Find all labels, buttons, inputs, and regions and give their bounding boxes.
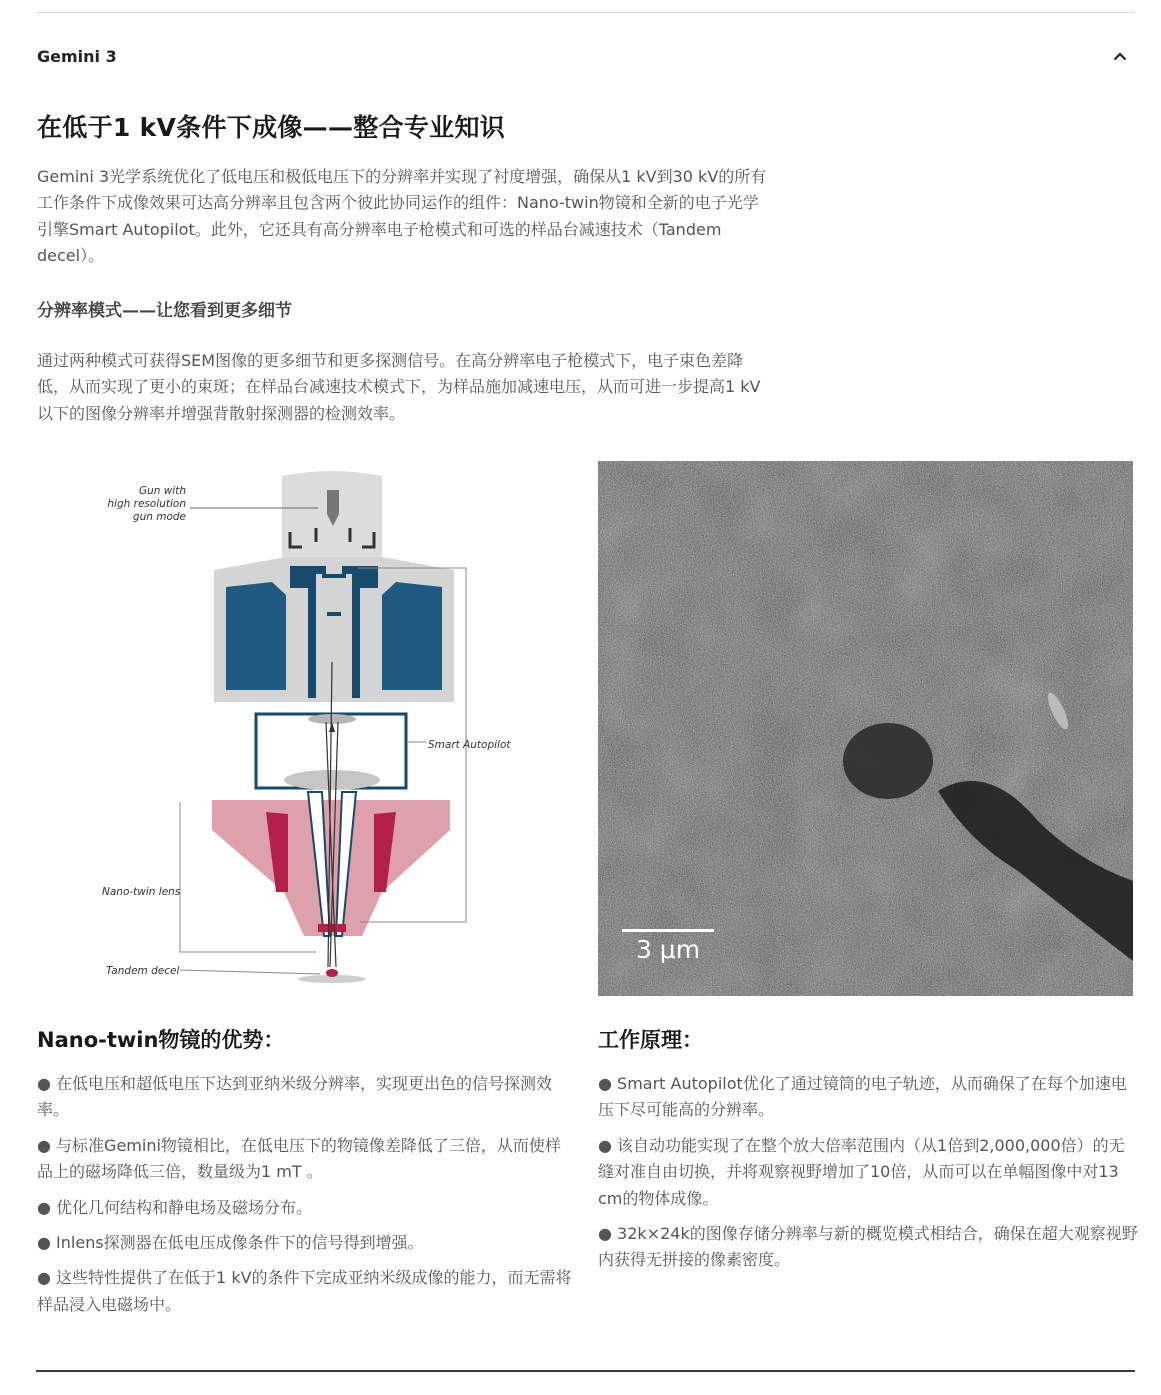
coil-right bbox=[382, 582, 442, 690]
principle-list bbox=[598, 1071, 1138, 1283]
list-item: ● Inlens探测器在低电压成像条件下的信号得到增强。 bbox=[37, 1233, 424, 1253]
coil-left bbox=[226, 582, 286, 690]
scale-label: 3 μm bbox=[635, 935, 701, 964]
top-divider bbox=[36, 12, 1135, 13]
list-item: ● 优化几何结构和静电场及磁场分布。 bbox=[37, 1197, 313, 1217]
objective-lens bbox=[212, 800, 450, 936]
list-item: ● 该自动功能实现了在整个放大倍率范围内（从1倍到2,000,000倍）的无缝对准自由切换，并将观察视野增加了10倍，从而可以在单幅图像中对13 cm的物体成像。 bbox=[598, 1135, 1125, 1208]
accordion-title: Gemini 3 bbox=[37, 46, 117, 66]
label-tandem-decel: Tandem decel bbox=[106, 965, 180, 977]
section-heading: 在低于1 kV条件下成像——整合专业知识 bbox=[37, 113, 506, 142]
label-gun-line1: Gun with bbox=[138, 485, 186, 497]
gemini-column-diagram bbox=[90, 462, 530, 992]
scale-bar bbox=[622, 929, 714, 932]
label-smart-autopilot: Smart Autopilot bbox=[428, 739, 511, 751]
bottom-divider bbox=[36, 1370, 1135, 1372]
label-gun-line3: gun mode bbox=[132, 511, 186, 523]
mode-paragraph: 通过两种模式可获得SEM图像的更多细节和更多探测信号。在高分辨率电子枪模式下，电子束色差降低，从而实现了更小的束斑；在样品台减速技术模式下，为样品施加减速电压，从而可进一步提高1 kV以下的图像分辨率并增强背散射探测器的检测效率。 bbox=[37, 351, 761, 423]
list-item: ● 32k×24k的图像存储分辨率与新的概览模式相结合，确保在超大观察视野内获得无拼接的像素密度。 bbox=[598, 1224, 1138, 1270]
nano-twin-list bbox=[37, 1071, 572, 1327]
label-gun-line2: high resolution bbox=[107, 498, 186, 510]
chevron-up-icon[interactable] bbox=[1111, 47, 1129, 65]
list-item: ● Smart Autopilot优化了通过镜筒的电子轨迹，从而确保了在每个加速电压下尽可能高的分辨率。 bbox=[598, 1074, 1127, 1120]
list-item: ● 这些特性提供了在低于1 kV的条件下完成亚纳米级成像的能力，而无需将样品浸入电磁场中。 bbox=[37, 1268, 572, 1314]
accordion-header[interactable] bbox=[37, 38, 1129, 74]
label-nano-twin: Nano-twin lens bbox=[102, 886, 181, 898]
list-item: ● 在低电压和超低电压下达到亚纳米级分辨率，实现更出色的信号探测效率。 bbox=[37, 1074, 553, 1120]
intro-paragraph: Gemini 3光学系统优化了低电压和极低电压下的分辨率并实现了衬度增强，确保从1 kV到30 kV的所有工作条件下成像效果可达高分辨率且包含两个彼此协同运作的组件：Nano-twin物镜和全新的电子光学引擎Smart Autopilot。此外，它还具有高分辨率电子枪模式和可选的样品台减速技术（Tandem decel）。 bbox=[37, 167, 767, 266]
subheading: 分辨率模式——让您看到更多细节 bbox=[37, 301, 292, 321]
list-item: ● 与标准Gemini物镜相比，在低电压下的物镜像差降低了三倍，从而使样品上的磁场降低三倍，数量级为1 mT 。 bbox=[37, 1135, 561, 1182]
principle-title: 工作原理： bbox=[598, 1028, 703, 1052]
nano-twin-title: Nano-twin物镜的优势： bbox=[37, 1028, 285, 1052]
sem-image bbox=[598, 461, 1133, 996]
